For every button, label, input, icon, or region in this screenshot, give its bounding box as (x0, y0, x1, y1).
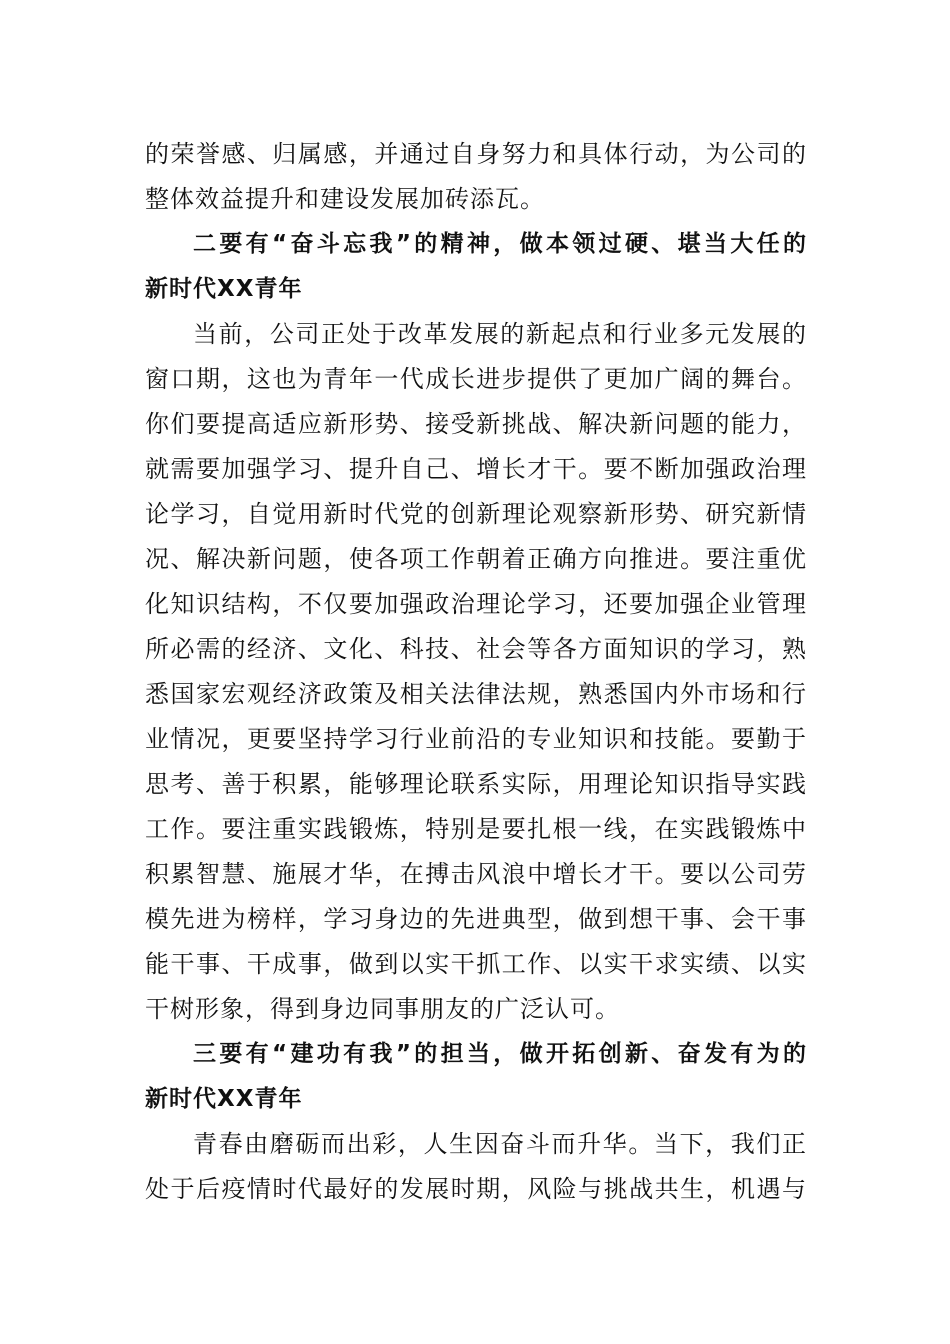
section-heading: 三要有“建功有我”的担当，做开拓创新、奋发有为的 (193, 1041, 807, 1067)
body-text-line: 青春由磨砺而出彩，人生因奋斗而升华。当下，我们正 (193, 1130, 807, 1158)
body-text-line: 化知识结构，不仅要加强政治理论学习，还要加强企业管理 (145, 590, 807, 618)
body-text-line: 悉国家宏观经济政策及相关法律法规，熟悉国内外市场和行 (145, 680, 807, 708)
body-text-line: 论学习，自觉用新时代党的创新理论观察新形势、研究新情 (145, 500, 807, 528)
body-text-line: 业情况，更要坚持学习行业前沿的专业知识和技能。要勤于 (145, 725, 807, 753)
section-heading: 新时代XX青年 (145, 276, 303, 302)
body-text-line: 思考、善于积累，能够理论联系实际，用理论知识指导实践 (145, 770, 807, 798)
body-text-line: 模先进为榜样，学习身边的先进典型，做到想干事、会干事 (145, 905, 807, 933)
body-text-line: 就需要加强学习、提升自己、增长才干。要不断加强政治理 (145, 455, 807, 483)
section-heading: 新时代XX青年 (145, 1086, 303, 1112)
body-text-line: 的荣誉感、归属感，并通过自身努力和具体行动，为公司的 (145, 140, 807, 168)
body-text-line: 当前，公司正处于改革发展的新起点和行业多元发展的 (193, 320, 807, 348)
section-heading: 二要有“奋斗忘我”的精神，做本领过硬、堪当大任的 (193, 231, 807, 257)
body-text-line: 窗口期，这也为青年一代成长进步提供了更加广阔的舞台。 (145, 365, 807, 393)
body-text-line: 你们要提高适应新形势、接受新挑战、解决新问题的能力， (145, 410, 807, 438)
body-text-line: 能干事、干成事，做到以实干抓工作、以实干求实绩、以实 (145, 950, 807, 978)
body-text-line: 整体效益提升和建设发展加砖添瓦。 (145, 185, 545, 213)
body-text-line: 工作。要注重实践锻炼，特别是要扎根一线，在实践锻炼中 (145, 815, 807, 843)
body-text-line: 干树形象，得到身边同事朋友的广泛认可。 (145, 995, 620, 1023)
body-text-line: 况、解决新问题，使各项工作朝着正确方向推进。要注重优 (145, 545, 807, 573)
body-text-line: 处于后疫情时代最好的发展时期，风险与挑战共生，机遇与 (145, 1175, 807, 1203)
body-text-line: 所必需的经济、文化、科技、社会等各方面知识的学习，熟 (145, 635, 807, 663)
body-text-line: 积累智慧、施展才华，在搏击风浪中增长才干。要以公司劳 (145, 860, 807, 888)
